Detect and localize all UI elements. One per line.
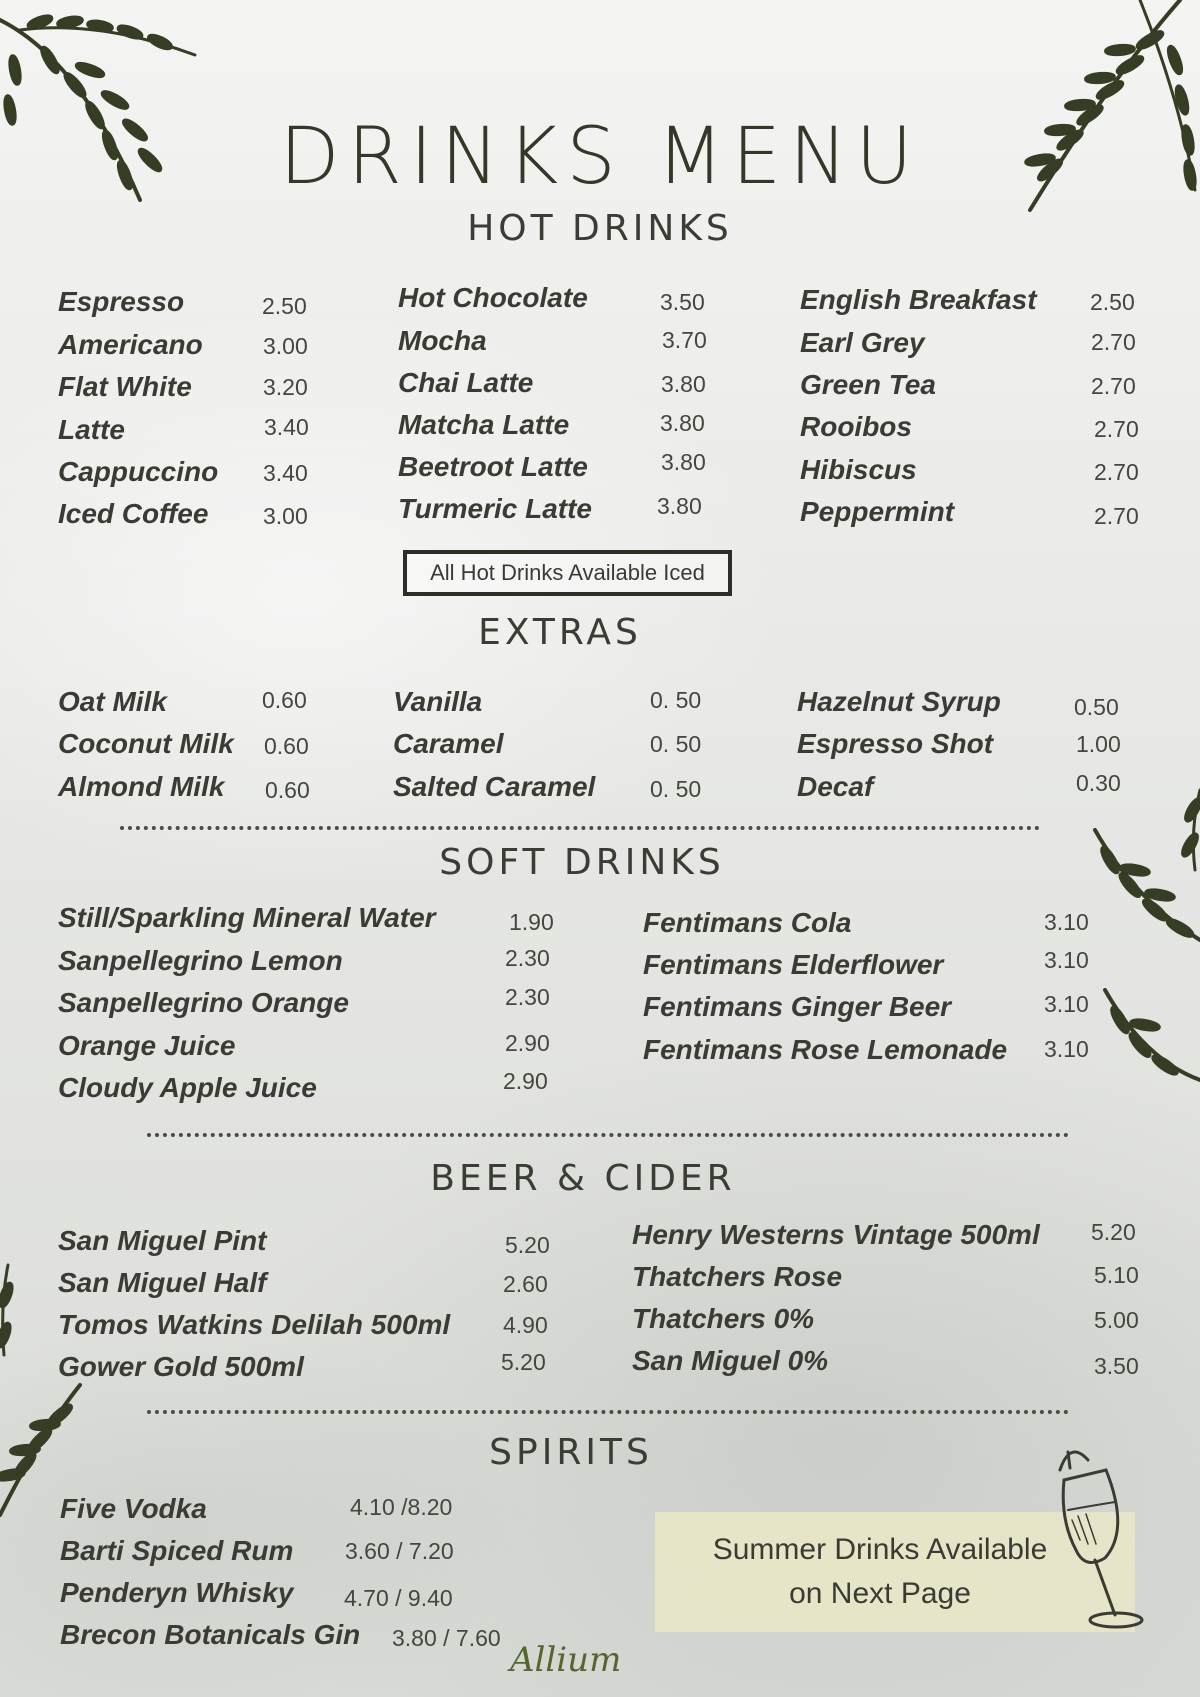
menu-item-price: 2.90 (505, 1030, 550, 1056)
section-heading-extras: EXTRAS (478, 612, 642, 653)
menu-item-price: 4.90 (503, 1312, 548, 1338)
menu-item-name: Thatchers Rose (632, 1261, 843, 1292)
rosemary-sprig-icon (1075, 790, 1200, 1120)
menu-item-price: 3.80 (660, 410, 705, 436)
menu-item-price: 3.10 (1044, 909, 1089, 935)
menu-item-price: 3.50 (1094, 1353, 1139, 1379)
menu-item-price: 3.10 (1044, 1036, 1089, 1062)
menu-item-price: 2.30 (505, 945, 550, 971)
menu-item-name: Penderyn Whisky (60, 1577, 294, 1608)
menu-item-name: Decaf (797, 771, 874, 802)
section-divider (120, 826, 1040, 830)
menu-item-name: Mocha (398, 325, 487, 356)
menu-item-name: Orange Juice (58, 1030, 236, 1061)
summer-drinks-note (655, 1528, 1105, 1616)
menu-item-name: Sanpellegrino Orange (58, 987, 349, 1018)
menu-item-price: 3.80 / 7.60 (392, 1625, 501, 1651)
menu-item-name: Latte (58, 414, 125, 445)
menu-item-name: Still/Sparkling Mineral Water (58, 902, 436, 933)
menu-title: DRINKS MENU (279, 112, 921, 202)
menu-item-price: 0.50 (1074, 694, 1119, 720)
menu-item-name: Cloudy Apple Juice (58, 1072, 317, 1103)
menu-item-name: Hazelnut Syrup (797, 686, 1001, 717)
section-heading-hot-drinks: HOT DRINKS (467, 208, 733, 249)
summer-note-line2: on Next Page (789, 1577, 971, 1610)
menu-item-name: English Breakfast (800, 284, 1037, 315)
menu-item-price: 0.60 (262, 687, 307, 713)
section-heading-soft-drinks: SOFT DRINKS (439, 842, 725, 883)
menu-item-price: 5.20 (501, 1349, 546, 1375)
menu-item-name: Hibiscus (800, 454, 917, 485)
menu-item-price: 3.60 / 7.20 (345, 1538, 454, 1564)
menu-item-name: Oat Milk (58, 686, 167, 717)
menu-item-name: Beetroot Latte (398, 451, 588, 482)
menu-item-name: Fentimans Ginger Beer (643, 991, 952, 1022)
menu-item-name: Fentimans Elderflower (643, 949, 944, 980)
menu-item-name: Vanilla (393, 686, 483, 717)
menu-item-price: 3.40 (264, 414, 309, 440)
menu-item-name: Brecon Botanicals Gin (60, 1619, 361, 1650)
menu-item-price: 2.70 (1094, 459, 1139, 485)
menu-item-name: Rooibos (800, 411, 912, 442)
menu-item-price: 2.50 (262, 293, 307, 319)
menu-item-name: Henry Westerns Vintage 500ml (632, 1219, 1040, 1250)
menu-item-name: Salted Caramel (393, 771, 596, 802)
menu-item-price: 2.90 (503, 1068, 548, 1094)
summer-note-line1: Summer Drinks Available (712, 1533, 1048, 1566)
menu-item-price: 5.10 (1094, 1262, 1139, 1288)
menu-item-name: Cappuccino (58, 456, 219, 487)
menu-item-name: Coconut Milk (58, 728, 234, 759)
menu-item-price: 2.50 (1090, 289, 1135, 315)
menu-item-price: 2.70 (1091, 329, 1136, 355)
menu-item-price: 0. 50 (650, 776, 702, 802)
menu-item-price: 3.00 (263, 333, 308, 359)
menu-item-name: Five Vodka (60, 1493, 207, 1524)
menu-item-name: Fentimans Rose Lemonade (643, 1034, 1008, 1065)
menu-item-name: Sanpellegrino Lemon (58, 945, 343, 976)
menu-item-price: 3.40 (263, 460, 308, 486)
section-heading-beer-cider: BEER & CIDER (430, 1158, 736, 1199)
menu-item-price: 2.60 (503, 1271, 548, 1297)
menu-item-name: Iced Coffee (58, 498, 209, 529)
menu-item-price: 4.70 / 9.40 (344, 1585, 453, 1611)
menu-item-price: 3.00 (263, 503, 308, 529)
menu-item-price: 2.70 (1091, 373, 1136, 399)
menu-item-name: Hot Chocolate (398, 282, 588, 313)
menu-item-name: Earl Grey (800, 327, 925, 358)
menu-item-price: 3.80 (661, 371, 706, 397)
menu-item-name: Barti Spiced Rum (60, 1535, 294, 1566)
menu-item-name: San Miguel 0% (632, 1345, 829, 1376)
menu-item-price: 0.60 (265, 777, 310, 803)
menu-item-price: 5.20 (505, 1232, 550, 1258)
section-divider (147, 1410, 1069, 1414)
menu-item-name: Gower Gold 500ml (58, 1351, 304, 1382)
menu-item-price: 1.90 (509, 909, 554, 935)
menu-item-price: 5.00 (1094, 1307, 1139, 1333)
menu-item-price: 3.10 (1044, 947, 1089, 973)
menu-item-price: 0.30 (1076, 770, 1121, 796)
menu-item-name: Americano (58, 329, 203, 360)
menu-item-name: Flat White (58, 371, 192, 402)
menu-item-price: 0. 50 (650, 731, 702, 757)
menu-item-price: 2.70 (1094, 416, 1139, 442)
menu-item-name: Matcha Latte (398, 409, 570, 440)
menu-item-name: Caramel (393, 728, 504, 759)
menu-item-name: Thatchers 0% (632, 1303, 815, 1334)
menu-item-name: Almond Milk (58, 771, 225, 802)
menu-item-price: 3.50 (660, 289, 705, 315)
menu-item-price: 3.80 (661, 449, 706, 475)
menu-item-name: San Miguel Pint (58, 1225, 267, 1256)
section-heading-spirits: SPIRITS (489, 1432, 653, 1473)
iced-availability-note: All Hot Drinks Available Iced (403, 550, 732, 596)
section-divider (147, 1133, 1069, 1137)
menu-item-name: San Miguel Half (58, 1267, 267, 1298)
menu-item-name: Tomos Watkins Delilah 500ml (58, 1309, 451, 1340)
menu-item-price: 0. 50 (650, 687, 702, 713)
menu-item-name: Espresso (58, 286, 185, 317)
menu-item-price: 3.70 (662, 327, 707, 353)
menu-item-price: 5.20 (1091, 1219, 1136, 1245)
menu-item-price: 2.30 (505, 984, 550, 1010)
menu-item-name: Green Tea (800, 369, 936, 400)
menu-item-name: Fentimans Cola (643, 907, 852, 938)
menu-item-price: 0.60 (264, 733, 309, 759)
menu-item-price: 4.10 /8.20 (350, 1494, 453, 1520)
menu-item-name: Turmeric Latte (398, 493, 592, 524)
rosemary-sprig-icon (0, 1265, 90, 1525)
menu-item-price: 2.70 (1094, 503, 1139, 529)
brand-logo: Allium (510, 1640, 622, 1680)
menu-item-name: Peppermint (800, 496, 955, 527)
menu-item-price: 3.80 (657, 493, 702, 519)
menu-item-name: Espresso Shot (797, 728, 994, 759)
wine-glass-icon (1050, 1440, 1150, 1640)
menu-item-price: 3.20 (263, 374, 308, 400)
menu-item-price: 1.00 (1076, 731, 1121, 757)
menu-item-name: Chai Latte (398, 367, 534, 398)
menu-item-price: 3.10 (1044, 991, 1089, 1017)
